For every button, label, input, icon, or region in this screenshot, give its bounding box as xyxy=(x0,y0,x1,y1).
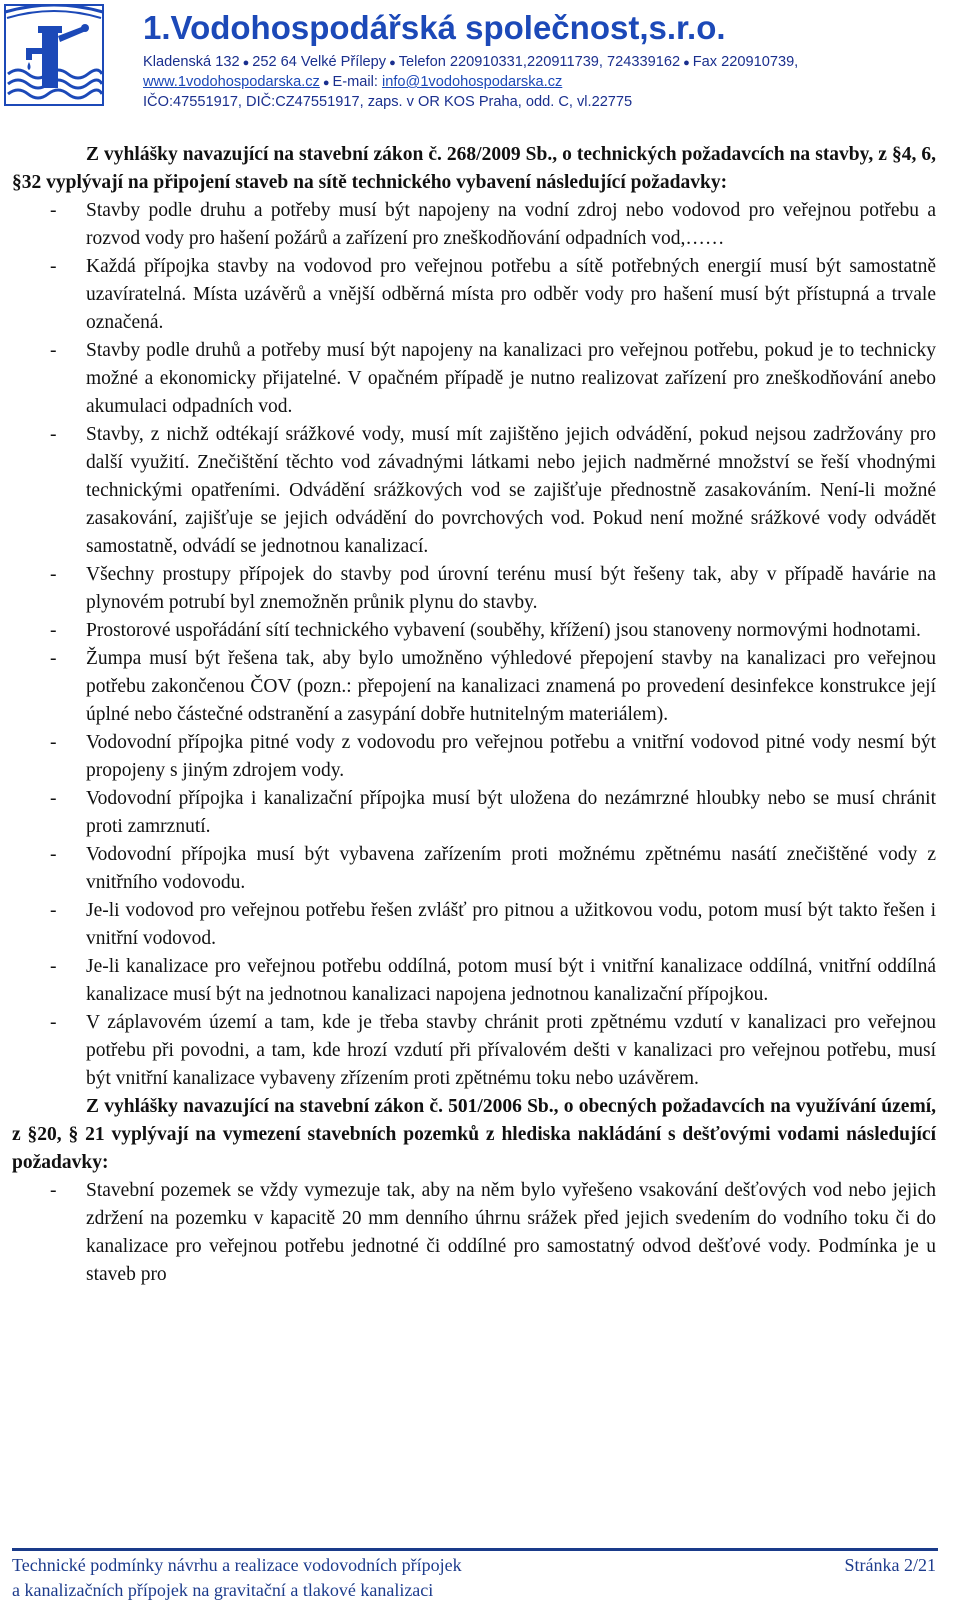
dash-marker: - xyxy=(50,620,57,641)
bullet-icon: ● xyxy=(389,57,396,69)
footer-title xyxy=(12,1553,712,1603)
list-item xyxy=(12,421,936,561)
website-link[interactable]: www.1vodohospodarska.cz xyxy=(143,74,320,90)
list-item-text: Vodovodní přípojka pitné vody z vodovodu pro veřejnou potřebu a vnitřní vodovod pitné vody nesmí být propojeny s jiným zdrojem vody. xyxy=(86,732,936,781)
water-pump-logo-icon xyxy=(4,4,104,106)
fax: Fax 220910739, xyxy=(692,54,799,70)
dash-marker: - xyxy=(50,1012,57,1033)
dash-marker: - xyxy=(50,732,57,753)
list-item-text: Prostorové uspořádání sítí technického vybavení (souběhy, křížení) jsou stanoveny normovými hodnotami. xyxy=(86,620,921,641)
footer-divider xyxy=(12,1548,938,1551)
contact-line xyxy=(143,53,955,72)
list-item xyxy=(12,645,936,729)
list-item-text: V záplavovém území a tam, kde je třeba stavby chránit proti zpětnému vzdutí v kanalizaci pro veřejnou potřebu při povodni, a tam, kde hrozí vzdutí při přívalovém dešti v kanalizaci pro veřejnou potřebu, musí být vnitřní kanalizace vybaveny zřízením proti zpětnému toku nebo uzávěrem. xyxy=(86,1012,936,1089)
footer-line-1: Technické podmínky návrhu a realizace vodovodních přípojek xyxy=(12,1555,462,1575)
list-item xyxy=(12,253,936,337)
section-intro-1: Z vyhlášky navazující na stavební zákon č. 268/2009 Sb., o technických požadavcích na stavby, z §4, 6, §32 vyplývají na připojení staveb na sítě technického vybavení následující požadavky: xyxy=(12,144,936,193)
dash-marker: - xyxy=(50,340,57,361)
list-item xyxy=(12,897,936,953)
list-item-text: Stavby, z nichž odtékají srážkové vody, musí mít zajištěno jejich odvádění, pokud nejsou zadržovány pro další využití. Znečištění těchto vod závadnými látkami nebo jejich nadměrné množství se řeší vhodnými technickými opatřeními. Odvádění srážkových vod se zajišťuje přednostně zasakováním. Není-li možné zasakování, zajišťuje se jejich odvádění do povrchových vod. Pokud není možné srážkové vody odvádět samostatně, odvádí se jednotnou kanalizací. xyxy=(86,424,936,557)
document-body xyxy=(12,141,936,1289)
list-item-text: Stavební pozemek se vždy vymezuje tak, aby na něm bylo vyřešeno vsakování dešťových vod nebo jejich zdržení na pozemku v kapacitě 20 mm denního úhrnu srážek před jejich svedením do vodního toku či do kanalizace pro veřejnou potřebu jednotné či oddílné pro samostatný odvod dešťové vody. Podmínka je u staveb pro xyxy=(86,1180,936,1285)
email-link[interactable]: info@1vodohospodarska.cz xyxy=(381,74,563,90)
registration-line: IČO:47551917, DIČ:CZ47551917, zaps. v OR KOS Praha, odd. C, vl.22775 xyxy=(143,94,633,110)
address: Kladenská 132 xyxy=(143,54,240,70)
dash-marker: - xyxy=(50,788,57,809)
list-item xyxy=(12,1009,936,1093)
dash-marker: - xyxy=(50,256,57,277)
list-item xyxy=(12,197,936,253)
city: 252 64 Velké Přílepy xyxy=(252,54,387,70)
page-number: Stránka 2/21 xyxy=(844,1555,936,1575)
requirements-list-2 xyxy=(12,1177,936,1289)
list-item-text: Každá přípojka stavby na vodovod pro veřejnou potřebu a sítě potřebných energií musí být samostatně uzavíratelná. Místa uzávěrů a vnější odběrná místa pro odběr vody pro hašení musí být přístupná a trvale označená. xyxy=(86,256,936,333)
list-item-text: Stavby podle druhů a potřeby musí být napojeny na kanalizaci pro veřejnou potřebu, pokud je to technicky možné a ekonomicky přijatelné. V opačném případě je nutno realizovat zařízení pro zneškodňování anebo akumulaci odpadních vod. xyxy=(86,340,936,417)
bullet-icon: ● xyxy=(322,77,330,89)
list-item xyxy=(12,337,936,421)
list-item xyxy=(12,1177,936,1289)
list-item-text: Je-li vodovod pro veřejnou potřebu řešen zvlášť pro pitnou a užitkovou vodu, potom musí být takto řešen i vnitřní vodovod. xyxy=(86,900,936,949)
list-item-text: Všechny prostupy přípojek do stavby pod úrovní terénu musí být řešeny tak, aby v případě havárie na plynovém potrubí byl znemožněn průnik plynu do stavby. xyxy=(86,564,936,613)
dash-marker: - xyxy=(50,1180,57,1201)
list-item xyxy=(12,841,936,897)
section-intro-2: Z vyhlášky navazující na stavební zákon č. 501/2006 Sb., o obecných požadavcích na využívání území, z §20, § 21 vyplývají na vymezení stavebních pozemků z hlediska nakládání s dešťovými vodami následující požadavky: xyxy=(12,1096,936,1173)
list-item xyxy=(12,617,936,645)
dash-marker: - xyxy=(50,956,57,977)
dash-marker: - xyxy=(50,200,57,221)
list-item xyxy=(12,953,936,1009)
list-item-text: Žumpa musí být řešena tak, aby bylo umožněno výhledové přepojení stavby na kanalizaci pro veřejnou potřebu zakončenou ČOV (pozn.: přepojení na kanalizaci znamená po provedení desinfekce konstrukce její úplné nebo částečné odstranění a zasypání dobře hutnitelným materiálem). xyxy=(86,648,936,725)
dash-marker: - xyxy=(50,844,57,865)
list-item-text: Vodovodní přípojka i kanalizační přípojka musí být uložena do nezámrzné hloubky nebo se musí chránit proti zamrznutí. xyxy=(86,788,936,837)
list-item-text: Stavby podle druhu a potřeby musí být napojeny na vodní zdroj nebo vodovod pro veřejnou potřebu a rozvod vody pro hašení požárů a zařízení pro zneškodňování odpadních vod,…… xyxy=(86,200,936,249)
web-line xyxy=(143,73,955,92)
list-item xyxy=(12,785,936,841)
dash-marker: - xyxy=(50,900,57,921)
footer-line-2: a kanalizačních přípojek na gravitační a tlakové kanalizaci xyxy=(12,1580,434,1600)
bullet-icon: ● xyxy=(683,57,690,69)
list-item-text: Vodovodní přípojka musí být vybavena zařízením proti možnému zpětnému nasátí znečištěné vody z vnitřního vodovodu. xyxy=(86,844,936,893)
dash-marker: - xyxy=(50,648,57,669)
phone: Telefon 220910331,220911739, 724339162 xyxy=(398,54,681,70)
bullet-icon: ● xyxy=(242,57,250,69)
list-item xyxy=(12,729,936,785)
list-item-text: Je-li kanalizace pro veřejnou potřebu oddílná, potom musí být i vnitřní kanalizace oddílná, vnitřní oddílná kanalizace musí být na jednotnou kanalizaci napojena jednotnou kanalizační přípojkou. xyxy=(86,956,936,1005)
requirements-list-1 xyxy=(12,197,936,1093)
company-name: 1.Vodohospodářská společnost,s.r.o. xyxy=(143,9,726,46)
dash-marker: - xyxy=(50,564,57,585)
dash-marker: - xyxy=(50,424,57,445)
email-label: E-mail: xyxy=(332,74,378,90)
list-item xyxy=(12,561,936,617)
